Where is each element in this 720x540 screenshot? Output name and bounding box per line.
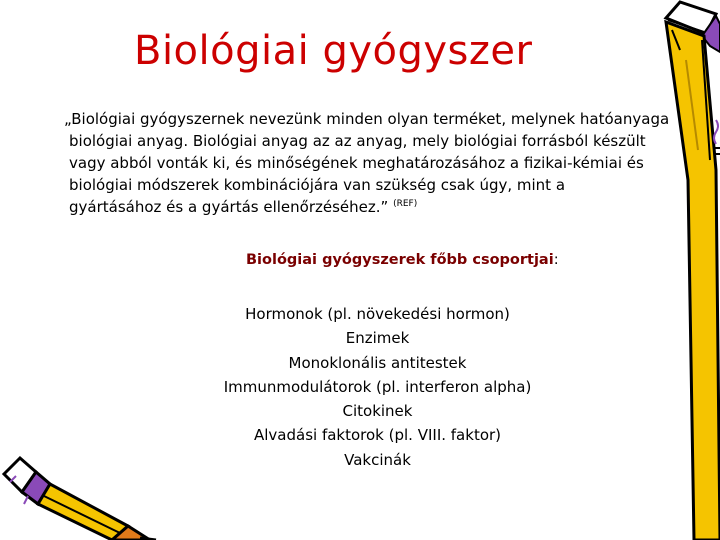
- pencil-icon: [0, 452, 160, 540]
- list-item: Enzimek: [345, 329, 410, 348]
- groups-heading-colon: :: [553, 252, 559, 268]
- list-item: Vakcinák: [344, 450, 411, 469]
- pencil-icon: [658, 0, 720, 540]
- groups-list: [200, 302, 555, 472]
- definition-line: biológiai módszerek kombinációjára van szükség csak úgy, mint a: [69, 176, 566, 194]
- groups-heading-text: Biológiai gyógyszerek főbb csoportjai: [246, 252, 554, 268]
- list-item: Immunmodulátorok (pl. interferon alpha): [223, 377, 532, 396]
- definition-line: biológiai anyag. Biológiai anyag az az anyag, mely biológiai forrásból készült: [69, 132, 646, 150]
- list-item: Monoklonális antitestek: [288, 353, 467, 372]
- slide-title: Biológiai gyógyszer: [134, 28, 533, 74]
- groups-heading: [246, 252, 559, 268]
- definition-line: „Biológiai gyógyszernek nevezünk minden olyan terméket, melynek hatóanyaga: [64, 110, 670, 128]
- list-item: Alvadási faktorok (pl. VIII. faktor): [253, 426, 502, 445]
- definition-line: vagy abból vonták ki, és minőségének meghatározásához a fizikai-kémiai és: [69, 154, 644, 172]
- definition-last-line: [64, 196, 689, 218]
- reference-marker: (REF): [393, 199, 418, 209]
- list-item: Citokinek: [342, 402, 413, 421]
- list-item: Hormonok (pl. növekedési hormon): [245, 305, 510, 323]
- definition-line: gyártásához és a gyártás ellenőrzéséhez.”: [69, 198, 389, 216]
- definition-quote: [64, 108, 689, 218]
